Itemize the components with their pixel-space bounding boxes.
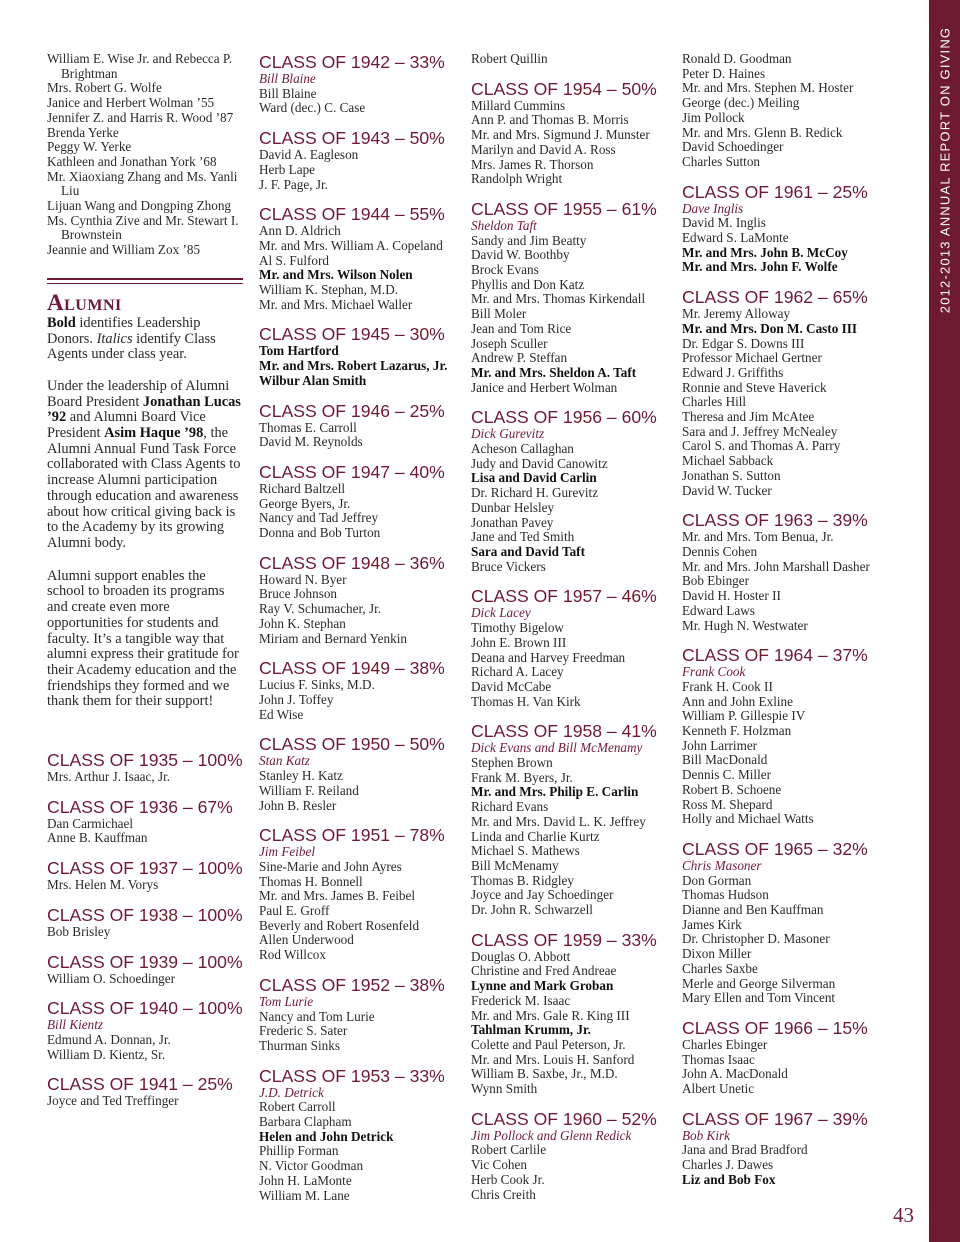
donor-name: David M. Reynolds [259,434,363,450]
donor-name: Robert B. Schoene [682,781,782,797]
donor-name: Wynn Smith [471,1081,538,1097]
class-list-column-1 [47,750,243,1109]
donor-name: Mr. Xiaoxiang Zhang and Ms. Yanli Liu [47,168,238,199]
class-group [682,287,878,498]
donor-name: Mr. and Mrs. Robert Lazarus, Jr. [259,358,448,374]
donor-name: Carol S. and Thomas A. Parry [682,438,841,454]
section-divider-bottom [47,283,243,284]
class-group [471,930,667,1097]
donor-name: Randolph Wright [471,171,563,187]
donor-name: John K. Stephan [259,615,346,631]
donor-name: Mrs. James R. Thorson [471,156,594,172]
donor-name: Dennis C. Miller [682,767,772,783]
donor-name: Jane and Ted Smith [471,529,575,545]
donor-name: John Larrimer [682,737,758,753]
donor-name: Bill McMenamy [471,857,559,873]
donor-name: Dr. Christopher D. Masoner [682,931,830,947]
donor-name: Phyllis and Don Katz [471,276,585,292]
donor-name: Linda and Charlie Kurtz [471,828,600,844]
donor-name: Timothy Bigelow [471,620,564,636]
donor-name: Sandy and Jim Beatty [471,232,587,248]
donor-name: Mr. and Mrs. Glenn B. Redick [682,124,843,140]
class-agent: Bill Blaine [259,71,316,86]
donor-name: Janice and Herbert Wolman [471,379,618,395]
class-heading: CLASS OF 1951 – 78% [259,825,445,846]
class-group [471,1109,667,1203]
class-heading: CLASS OF 1967 – 39% [682,1108,868,1129]
alumni-heading: Alumni [47,289,122,315]
donor-name: Bill Blaine [259,85,317,101]
class-agent: Dick Lacey [471,605,531,621]
donor-name: Douglas O. Abbott [471,948,571,964]
donor-name: Phillip Forman [259,1143,339,1159]
donor-name: David W. Boothby [471,247,570,263]
donor-name: Dixon Miller [682,946,752,962]
donor-name: Bill MacDonald [682,752,768,768]
class-heading: CLASS OF 1957 – 46% [471,586,657,607]
donor-name: Ronnie and Steve Haverick [682,379,827,395]
class-group [259,1066,455,1204]
donor-name: Don Gorman [682,872,752,888]
donor-name: Thomas E. Carroll [259,419,357,435]
column-3 [471,52,667,1202]
class-group [259,401,455,450]
donor-name: Millard Cummins [471,97,566,113]
donor-name: Jeannie and William Zox ’85 [47,242,201,258]
donor-name: Vic Cohen [471,1157,527,1173]
class-heading: CLASS OF 1944 – 55% [259,204,445,225]
donor-name: Anne B. Kauffman [47,830,148,846]
donor-name: Edward Laws [682,602,755,618]
donor-name: Tahlman Krumm, Jr. [471,1022,591,1038]
donor-name: Mr. and Mrs. Sheldon A. Taft [471,364,637,380]
intro-text-3: , the Alumni Annual Fund Task Force collaborated with Class Agents to increase Alumni participation through education and awareness about how critical giving back is to the Academy by its growing Alumni body. [47,425,241,551]
donor-name: Al S. Fulford [259,252,329,268]
class-group [259,324,455,388]
donor-name: Dunbar Helsley [471,499,555,515]
donor-name: Lisa and David Carlin [471,470,597,486]
class-agent: Bill Kientz [47,1017,104,1033]
intro-text-2: and Alumni Board Vice President [47,409,206,442]
donor-name: Mary Ellen and Tom Vincent [682,990,836,1006]
side-title-band [929,0,960,1242]
donor-name: Andrew P. Steffan [471,350,568,366]
class-group [471,52,667,67]
class-group [682,645,878,827]
donor-name: Colette and Paul Peterson, Jr. [471,1036,626,1052]
donor-name: David M. Inglis [682,215,766,231]
donor-name: Mr. and Mrs. William A. Copeland [259,237,443,253]
legend-italic-word: Italics [96,330,133,347]
donor-name: Howard N. Byer [259,571,347,587]
class-heading: CLASS OF 1940 – 100% [47,998,243,1019]
donor-name: Dr. John R. Schwarzell [471,902,593,918]
class-group [47,750,243,785]
donor-name: Edward S. LaMonte [682,230,789,246]
donor-name: Chris Creith [471,1186,536,1202]
class-heading: CLASS OF 1948 – 36% [259,552,445,573]
donor-name: Rod Willcox [259,947,326,963]
donor-name: Beverly and Robert Rosenfeld [259,917,420,933]
class-heading: CLASS OF 1949 – 38% [259,658,445,679]
donor-name: William D. Kientz, Sr. [47,1046,166,1062]
class-group [471,199,667,395]
donor-name: George Byers, Jr. [259,495,351,511]
class-group [682,52,878,170]
donor-name: Joseph Sculler [471,335,548,351]
legend-bold-word: Bold [47,314,76,331]
donor-name: Mrs. Helen M. Vorys [47,877,159,893]
donor-name: Mr. Hugh N. Westwater [682,617,808,633]
class-group [47,797,243,846]
donor-name: Kenneth F. Holzman [682,723,792,739]
donor-name: Thomas H. Van Kirk [471,693,581,709]
class-heading: CLASS OF 1936 – 67% [47,796,233,817]
donor-name: Robert Carlile [471,1142,547,1158]
column-4 [682,52,878,1188]
class-group [259,52,455,116]
class-heading: CLASS OF 1961 – 25% [682,181,868,202]
donor-name: Kathleen and Jonathan York ’68 [47,153,217,169]
donor-name: William F. Reiland [259,782,359,798]
class-group [471,407,667,574]
donor-name: Bill Moler [471,306,527,322]
class-group [259,975,455,1054]
donor-name: Jean and Tom Rice [471,320,572,336]
donor-name: Liz and Bob Fox [682,1171,776,1187]
donor-name: Professor Michael Gertner [682,350,822,366]
donor-name: Janice and Herbert Wolman ’55 [47,95,215,111]
class-group [259,825,455,963]
donor-name: Mr. and Mrs. James B. Feibel [259,888,416,904]
class-heading: CLASS OF 1938 – 100% [47,904,243,925]
class-agent: Dick Gurevitz [471,426,545,442]
class-group [471,586,667,709]
class-group [47,858,243,893]
class-heading: CLASS OF 1952 – 38% [259,974,445,995]
donor-name: Thurman Sinks [259,1037,340,1053]
class-agent: Frank Cook [682,664,746,680]
donor-name: Charles Ebinger [682,1036,768,1052]
class-group [682,182,878,276]
side-title: 2012-2013 ANNUAL REPORT ON GIVING [937,26,952,314]
class-heading: CLASS OF 1939 – 100% [47,951,243,972]
donor-name: Dennis Cohen [682,543,758,559]
donor-name: Richard Baltzell [259,480,346,496]
class-heading: CLASS OF 1945 – 30% [259,324,445,345]
donor-name: Jim Pollock [682,109,745,125]
class-agent: Sheldon Taft [471,217,537,233]
donor-name: Ray V. Schumacher, Jr. [259,601,382,617]
donor-name: Bruce Johnson [259,586,338,602]
donor-name: Mr. and Mrs. Gale R. King III [471,1007,630,1023]
donor-name: Jana and Brad Bradford [682,1142,808,1158]
class-heading: CLASS OF 1960 – 52% [471,1108,657,1129]
donor-name: Peter D. Haines [682,65,766,81]
class-group [682,1018,878,1097]
donor-name: Thomas Isaac [682,1051,755,1067]
donor-name: Stanley H. Katz [259,768,343,784]
donor-name: Charles Saxbe [682,960,758,976]
donor-name: J. F. Page, Jr. [259,176,328,192]
class-group [471,79,667,187]
donor-name: Jennifer Z. and Harris R. Wood ’87 [47,109,234,125]
class-heading: CLASS OF 1954 – 50% [471,78,657,99]
continued-donor-list [47,52,243,258]
donor-name: Mr. and Mrs. Don M. Casto III [682,320,857,336]
class-group [47,952,243,987]
donor-name: John E. Brown III [471,634,567,650]
class-group [259,553,455,647]
donor-name: Jonathan S. Sutton [682,467,781,483]
donor-name: Frederick M. Isaac [471,992,571,1008]
donor-name: Sine-Marie and John Ayres [259,858,402,874]
donor-name: Deana and Harvey Freedman [471,649,626,665]
class-agent: Jim Feibel [259,844,316,860]
donor-name: William P. Gillespie IV [682,708,806,724]
donor-name: Bob Brisley [47,923,111,939]
donor-name: Christine and Fred Andreae [471,963,617,979]
class-heading: CLASS OF 1946 – 25% [259,400,445,421]
donor-name: Stephen Brown [471,755,553,771]
donor-name: William K. Stephan, M.D. [259,282,399,298]
donor-name: William B. Saxbe, Jr., M.D. [471,1066,618,1082]
legend-text [47,316,243,363]
donor-name: Peggy W. Yerke [47,139,132,155]
donor-name: Holly and Michael Watts [682,811,814,827]
class-agent: Dick Evans and Bill McMenamy [471,740,643,756]
class-heading: CLASS OF 1956 – 60% [471,407,657,428]
donor-name: Mr. and Mrs. Tom Benua, Jr. [682,529,834,545]
class-group [47,1074,243,1109]
donor-name: John B. Resler [259,797,337,813]
donor-name: Ann P. and Thomas B. Morris [471,112,629,128]
donor-name: Mr. and Mrs. John Marshall Dasher [682,558,870,574]
page-number: 43 [893,1203,914,1227]
donor-name: Brenda Yerke [47,124,119,140]
intro-text-1: Under the leadership of Alumni Board President [47,377,230,410]
class-heading: CLASS OF 1955 – 61% [471,198,657,219]
donor-name: Michael Sabback [682,453,774,469]
class-agent: Jim Pollock and Glenn Redick [471,1127,632,1143]
donor-name: Robert Carroll [259,1099,336,1115]
donor-name: David Schoedinger [682,139,784,155]
class-group [47,905,243,940]
intro-paragraph [47,379,243,552]
donor-name: Nancy and Tad Jeffrey [259,510,379,526]
donor-name: David W. Tucker [682,482,772,498]
donor-name: Mr. and Mrs. Michael Waller [259,296,413,312]
class-group [259,204,455,312]
class-heading: CLASS OF 1947 – 40% [259,461,445,482]
donor-name: David A. Eagleson [259,147,359,163]
legend-bold-text: identifies Leadership Donors. [47,314,201,347]
donor-name: Acheson Callaghan [471,441,574,457]
donor-name: Tom Hartford [259,343,339,359]
donor-name: James Kirk [682,916,742,932]
donor-name: Ann D. Aldrich [259,223,341,239]
donor-name: Dianne and Ben Kauffman [682,902,824,918]
donor-name: Thomas H. Bonnell [259,873,363,889]
support-paragraph: Alumni support enables the school to broaden its programs and create even more opportunities for students and faculty. It’s a tangible way that alumni express their gratitude for their Academy education and the friendships they formed and we thank them for their support! [47,567,239,710]
donor-name: Mr. and Mrs. Louis H. Sanford [471,1051,635,1067]
donor-name: Dr. Richard H. Gurevitz [471,485,599,501]
donor-name: William M. Lane [259,1187,350,1203]
intro-vice-president: Asim Haque ’98 [104,425,204,442]
donor-name: Mr. and Mrs. Stephen M. Hoster [682,80,854,96]
section-divider-top [47,278,243,280]
donor-name: John J. Toffey [259,691,334,707]
donor-name: Mr. and Mrs. Sigmund J. Munster [471,127,650,143]
donor-name: Barbara Clapham [259,1114,352,1130]
donor-name: George (dec.) Meiling [682,95,800,111]
donor-name: Mr. and Mrs. Wilson Nolen [259,267,413,283]
column-1 [47,52,243,1109]
class-group [471,721,667,917]
donor-name: Frank H. Cook II [682,678,773,694]
class-group [259,128,455,192]
donor-name: Thomas Hudson [682,887,769,903]
donor-name: Lucius F. Sinks, M.D. [259,677,375,693]
class-heading: CLASS OF 1965 – 32% [682,838,868,859]
donor-name: David H. Hoster II [682,588,781,604]
class-heading: CLASS OF 1935 – 100% [47,750,243,771]
donor-name: David McCabe [471,678,552,694]
donor-name: Charles J. Dawes [682,1157,774,1173]
donor-name: Marilyn and David A. Ross [471,141,616,157]
class-group [47,998,243,1062]
donor-name: Mrs. Robert G. Wolfe [47,80,162,96]
donor-name: Mrs. Arthur J. Isaac, Jr. [47,769,171,785]
donor-name: Ms. Cynthia Zive and Mr. Stewart I. Brownstein [47,212,239,243]
donor-name: Mr. and Mrs. Thomas Kirkendall [471,291,646,307]
donor-name: Frank M. Byers, Jr. [471,769,573,785]
donor-name: Mr. and Mrs. Philip E. Carlin [471,784,639,800]
donor-name: Sara and David Taft [471,543,585,559]
donor-name: Allen Underwood [259,932,354,948]
class-group [682,1109,878,1188]
donor-name: Nancy and Tom Lurie [259,1008,375,1024]
donor-name: Herb Lape [259,161,316,177]
class-heading: CLASS OF 1943 – 50% [259,128,445,149]
donor-name: Mr. and Mrs. John B. McCoy [682,244,848,260]
donor-name: William O. Schoedinger [47,970,176,986]
class-heading: CLASS OF 1958 – 41% [471,721,657,742]
donor-name: Ed Wise [259,706,304,722]
donor-name: Ann and John Exline [682,693,793,709]
donor-name: Richard A. Lacey [471,664,564,680]
class-heading: CLASS OF 1941 – 25% [47,1074,233,1095]
legend-italic-text: identify Class Agents under class year. [47,330,216,363]
donor-name: Ward (dec.) C. Case [259,100,366,116]
donor-name: Joyce and Jay Schoedinger [471,887,614,903]
donor-name: Joyce and Ted Treffinger [47,1093,179,1109]
donor-name: Sara and J. Jeffrey McNealey [682,423,838,439]
donor-name: Thomas B. Ridgley [471,872,574,888]
donor-name: Charles Sutton [682,153,761,169]
class-group [259,462,455,541]
class-agent: Chris Masoner [682,857,762,873]
donor-name: John H. LaMonte [259,1172,352,1188]
class-heading: CLASS OF 1953 – 33% [259,1065,445,1086]
donor-name: Miriam and Bernard Yenkin [259,630,407,646]
donor-name: Jonathan Pavey [471,514,554,530]
class-heading: CLASS OF 1942 – 33% [259,52,445,72]
donor-name: Dr. Edgar S. Downs III [682,335,805,351]
class-heading: CLASS OF 1964 – 37% [682,645,868,666]
donor-name: Herb Cook Jr. [471,1171,545,1187]
donor-name: Mr. and Mrs. John F. Wolfe [682,259,838,275]
class-heading: CLASS OF 1950 – 50% [259,734,445,755]
donor-name: Robert Quillin [471,51,548,66]
donor-name: Mr. Jeremy Alloway [682,306,791,322]
donor-name: Ronald D. Goodman [682,51,792,66]
donor-name: Frederic S. Sater [259,1023,348,1039]
donor-name: Bruce Vickers [471,558,546,574]
donor-name: Lynne and Mark Groban [471,978,614,994]
donor-name: Wilbur Alan Smith [259,372,367,388]
class-heading: CLASS OF 1966 – 15% [682,1017,868,1038]
donor-name: Donna and Bob Turton [259,525,381,541]
donor-name: Albert Unetic [682,1081,755,1097]
donor-name: N. Victor Goodman [259,1158,364,1174]
donor-name: Michael S. Mathews [471,843,580,859]
donor-name: Theresa and Jim McAtee [682,409,815,425]
donor-name: Lijuan Wang and Dongping Zhong [47,198,232,214]
class-heading: CLASS OF 1959 – 33% [471,929,657,950]
donor-name: Paul E. Groff [259,903,330,919]
class-agent: Stan Katz [259,753,310,769]
donor-name: Charles Hill [682,394,747,410]
class-agent: Dave Inglis [682,200,744,216]
donor-name: Judy and David Canowitz [471,455,608,471]
class-agent: Tom Lurie [259,993,314,1009]
class-group [259,734,455,813]
class-heading: CLASS OF 1962 – 65% [682,287,868,308]
class-heading: CLASS OF 1963 – 39% [682,510,868,531]
class-group [682,839,878,1006]
intro-president: Jonathan Lucas ’92 [47,393,241,426]
class-group [682,510,878,633]
donor-name: Merle and George Silverman [682,975,836,991]
donor-name: Bob Ebinger [682,573,750,589]
donor-name: Ross M. Shepard [682,796,773,812]
class-heading: CLASS OF 1937 – 100% [47,858,243,879]
donor-name: Dan Carmichael [47,815,134,831]
donor-name: John A. MacDonald [682,1066,788,1082]
class-group [259,658,455,722]
donor-name: Edmund A. Donnan, Jr. [47,1031,171,1047]
column-2 [259,52,455,1203]
class-agent: Bob Kirk [682,1127,730,1143]
donor-name: Richard Evans [471,799,549,815]
donor-name: Mr. and Mrs. David L. K. Jeffrey [471,813,646,829]
donor-name: Brock Evans [471,262,539,278]
donor-name: Helen and John Detrick [259,1128,394,1144]
donor-name: Edward J. Griffiths [682,364,784,380]
class-agent: J.D. Detrick [259,1084,324,1100]
donor-name: William E. Wise Jr. and Rebecca P. Brightman [47,51,233,81]
